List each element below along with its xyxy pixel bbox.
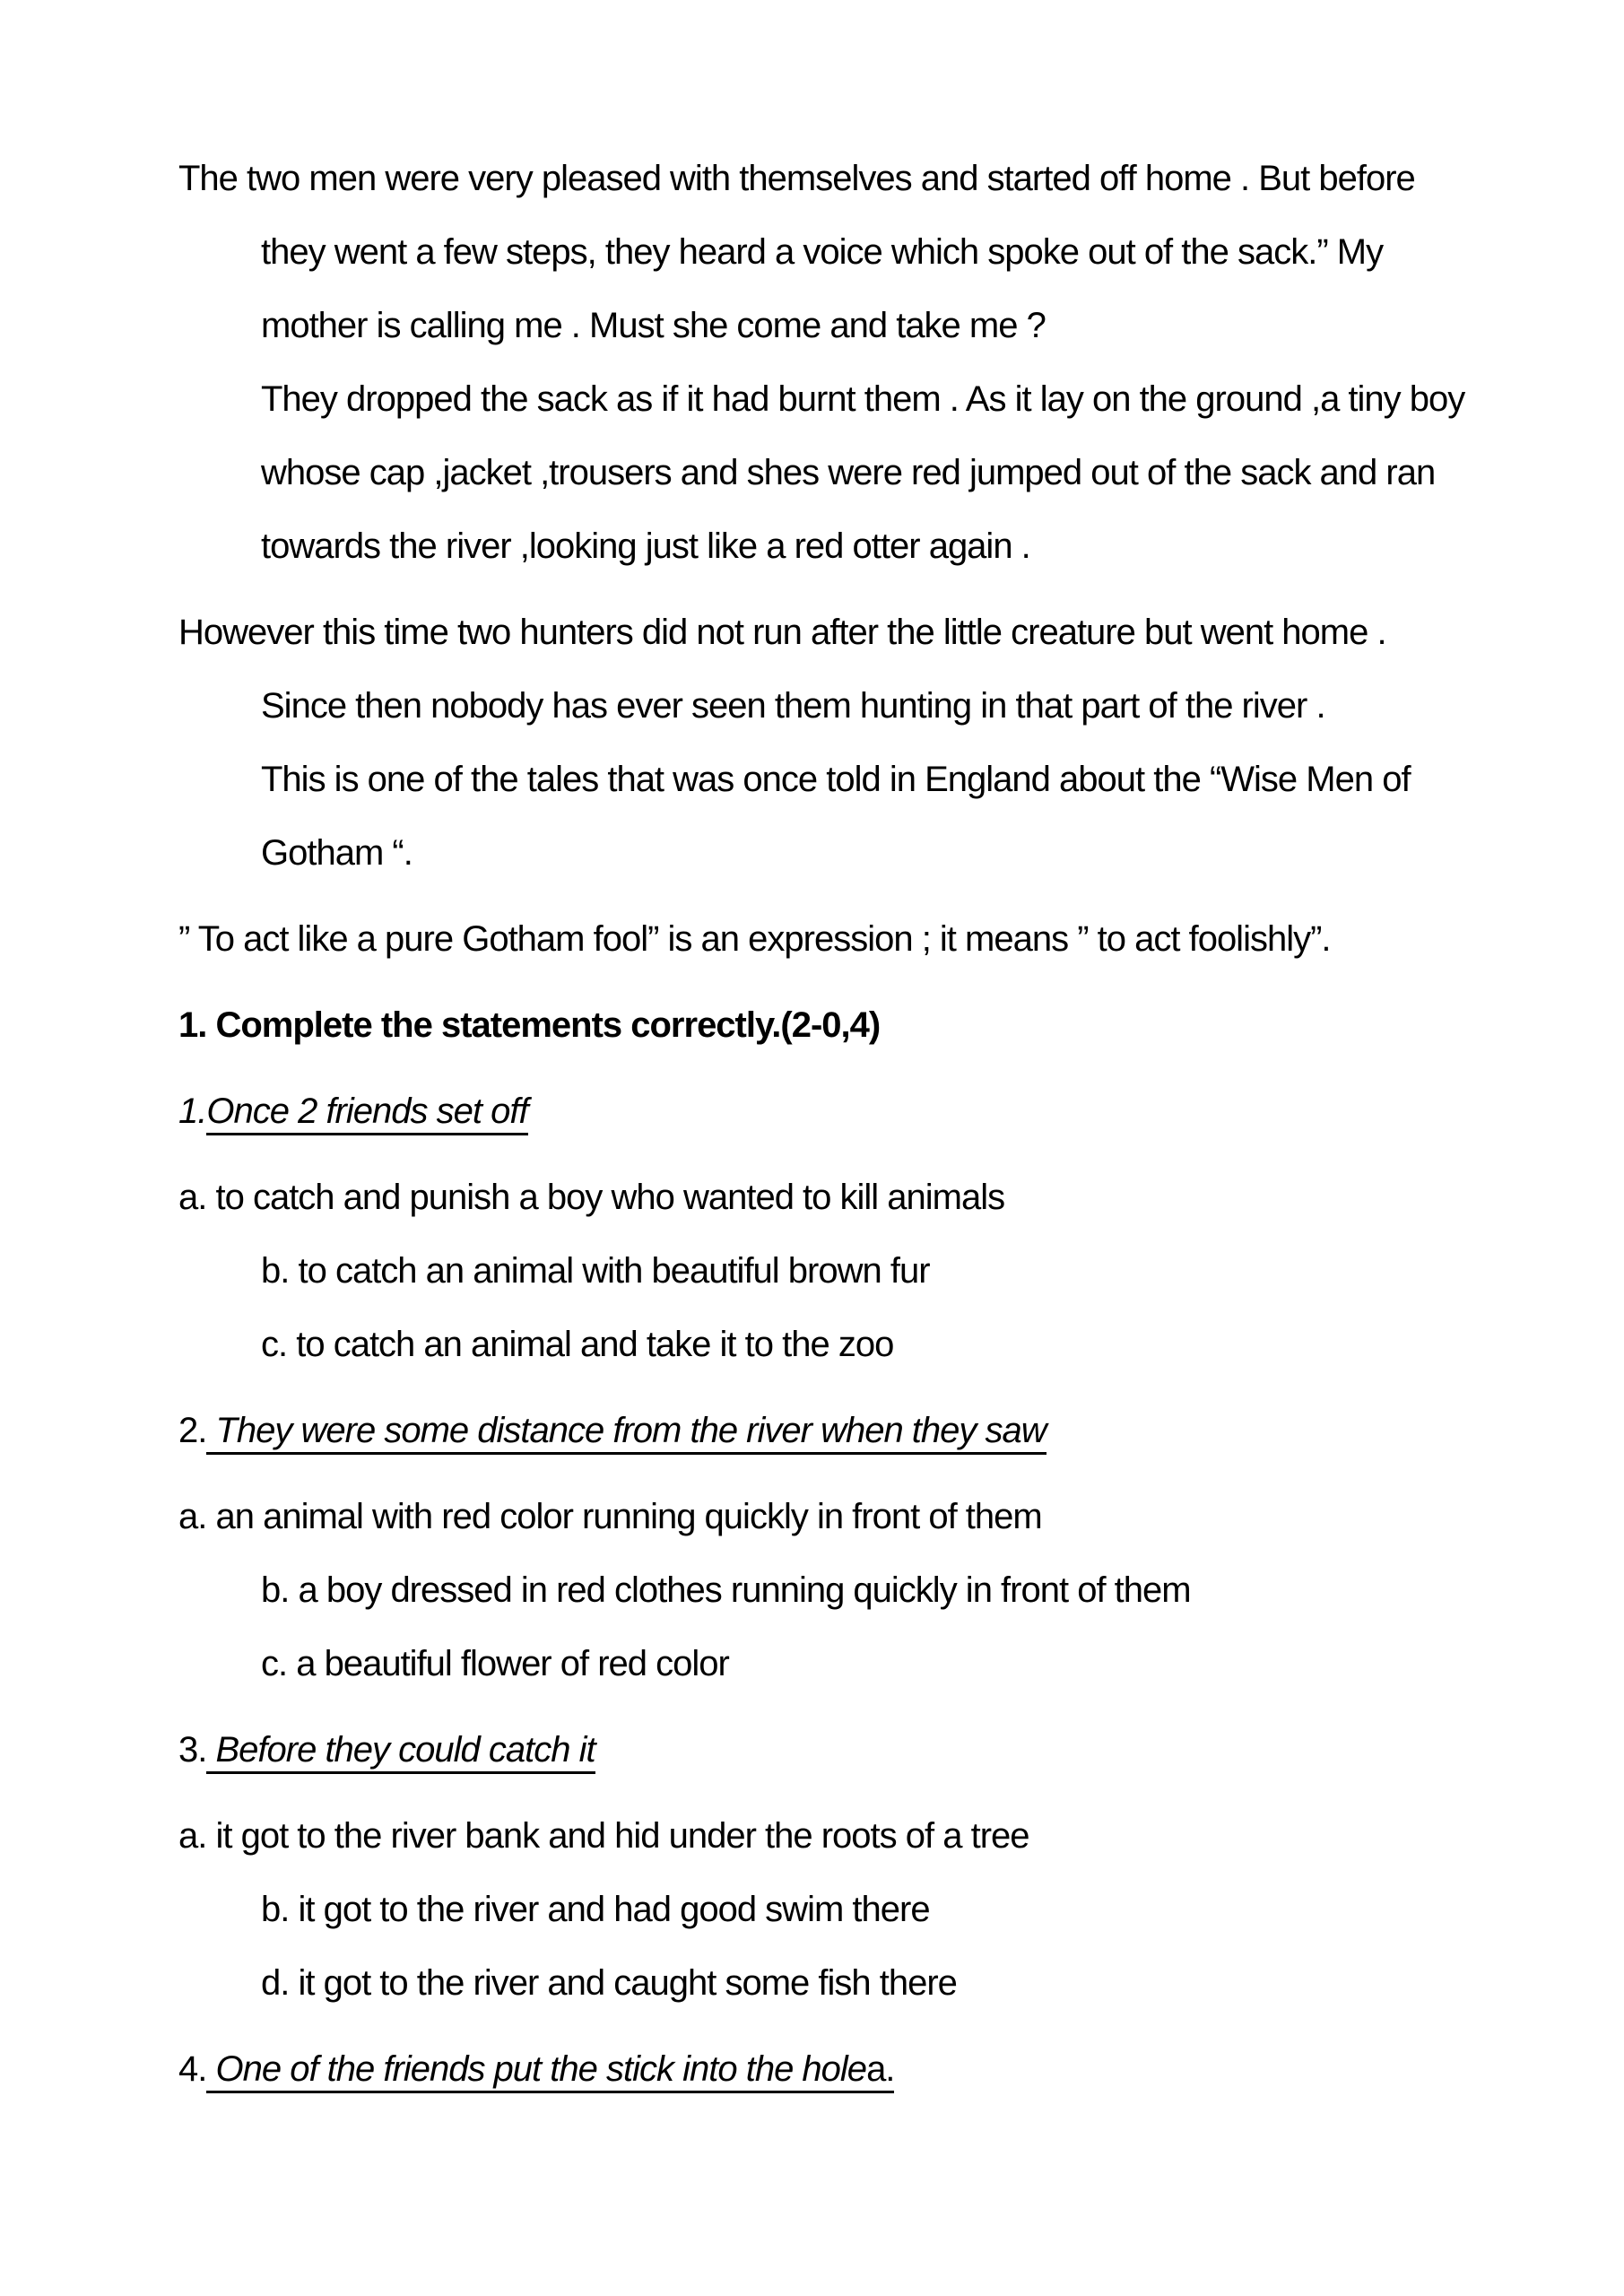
text-line: However this time two hunters did not run after the little creature but went home . xyxy=(178,613,1386,652)
question-line xyxy=(178,2032,1498,2106)
text-line: whose cap ,jacket ,trousers and shes were red jumped out of the sack and ran xyxy=(261,453,1436,492)
exercise-heading xyxy=(178,988,1498,1062)
text-line: towards the river ,looking just like a red otter again . xyxy=(261,526,1030,566)
question-1-stem xyxy=(178,1074,1498,1148)
question-2-options xyxy=(178,1480,1498,1700)
question-line xyxy=(178,1074,1498,1148)
option-line: b. to catch an animal with beautiful brown fur xyxy=(261,1251,930,1291)
text-line: they went a few steps, they heard a voice which spoke out of the sack.” My xyxy=(261,232,1384,272)
question-stem-suffix: a. xyxy=(866,2049,894,2093)
question-3-stem xyxy=(178,1713,1498,1787)
story-paragraph-1 xyxy=(178,142,1498,583)
text-line: This is one of the tales that was once told in England about the “Wise Men of xyxy=(261,760,1411,799)
option-line: b. a boy dressed in red clothes running quickly in front of them xyxy=(261,1570,1191,1610)
question-stem-underlined: Before they could catch it xyxy=(206,1730,595,1774)
question-number: 4. xyxy=(178,2049,207,2089)
text-line: The two men were very pleased with themselves and started off home . But before xyxy=(178,159,1415,198)
option-line: b. it got to the river and had good swim there xyxy=(261,1890,930,1929)
question-number: 2. xyxy=(178,1411,207,1450)
option-line: a. it got to the river bank and hid under the roots of a tree xyxy=(178,1816,1029,1856)
text-line: mother is calling me . Must she come and take me ? xyxy=(261,306,1046,345)
text-line: Gotham “. xyxy=(261,833,413,873)
question-2-stem xyxy=(178,1394,1498,1467)
text-line: ” To act like a pure Gotham fool” is an expression ; it means ” to act foolishly”. xyxy=(178,919,1331,959)
question-stem-underlined: They were some distance from the river when they saw xyxy=(206,1411,1046,1455)
option-line: c. a beautiful flower of red color xyxy=(261,1644,729,1683)
question-1-options xyxy=(178,1161,1498,1381)
question-4-stem xyxy=(178,2032,1498,2106)
heading-line: 1. Complete the statements correctly.(2-0,4) xyxy=(178,1005,881,1045)
story-paragraph-3 xyxy=(178,902,1498,976)
question-stem-underlined: One of the friends put the stick into the hole xyxy=(206,2049,866,2093)
question-line xyxy=(178,1394,1498,1467)
option-line: d. it got to the river and caught some fish there xyxy=(261,1963,957,2003)
text-line: They dropped the sack as if it had burnt them . As it lay on the ground ,a tiny boy xyxy=(261,379,1465,419)
option-line: a. to catch and punish a boy who wanted to kill animals xyxy=(178,1178,1005,1217)
option-line: c. to catch an animal and take it to the zoo xyxy=(261,1325,894,1364)
question-stem-underlined: Once 2 friends set off xyxy=(206,1091,527,1135)
question-line xyxy=(178,1713,1498,1787)
question-number: 3. xyxy=(178,1730,207,1770)
option-line: a. an animal with red color running quickly in front of them xyxy=(178,1497,1042,1536)
story-paragraph-2 xyxy=(178,596,1498,890)
question-number: 1. xyxy=(178,1091,207,1131)
text-line: Since then nobody has ever seen them hunting in that part of the river . xyxy=(261,686,1325,726)
question-3-options xyxy=(178,1799,1498,2020)
